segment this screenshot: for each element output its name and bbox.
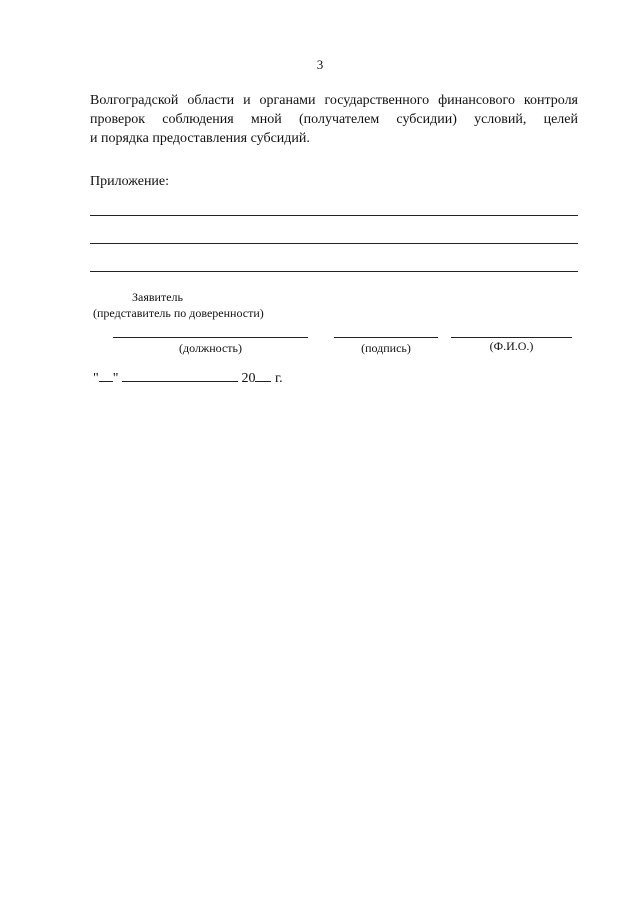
position-field-line[interactable]	[113, 337, 308, 338]
appendix-blank-line[interactable]	[90, 243, 578, 244]
name-field-line[interactable]	[451, 337, 572, 338]
paragraph-line: Волгоградской области и органами государственного финансового контроля	[90, 93, 578, 108]
date-year-suffix: г.	[274, 371, 283, 386]
date-quote-open: "	[93, 371, 99, 386]
date-year-field[interactable]	[255, 369, 271, 382]
body-paragraph	[90, 91, 578, 148]
appendix-label: Приложение:	[90, 174, 170, 189]
applicant-label: Заявитель	[132, 290, 183, 304]
signature-caption: (подпись)	[361, 341, 411, 355]
date-line	[93, 369, 283, 387]
date-quote-close: "	[112, 371, 119, 386]
signature-field-line[interactable]	[334, 337, 438, 338]
paragraph-line: и порядка предоставления субсидий.	[90, 131, 310, 146]
applicant-sublabel: (представитель по доверенности)	[93, 306, 264, 320]
date-year-prefix: 20	[241, 371, 256, 386]
appendix-blank-line[interactable]	[90, 215, 578, 216]
name-caption: (Ф.И.О.)	[489, 339, 534, 353]
page-number: 3	[316, 57, 324, 72]
date-month-field[interactable]	[122, 369, 238, 382]
position-caption: (должность)	[179, 341, 242, 355]
paragraph-line: проверок соблюдения мной (получателем субсидии) условий, целей	[90, 112, 578, 127]
date-day-field[interactable]	[99, 369, 113, 382]
appendix-blank-line[interactable]	[90, 271, 578, 272]
